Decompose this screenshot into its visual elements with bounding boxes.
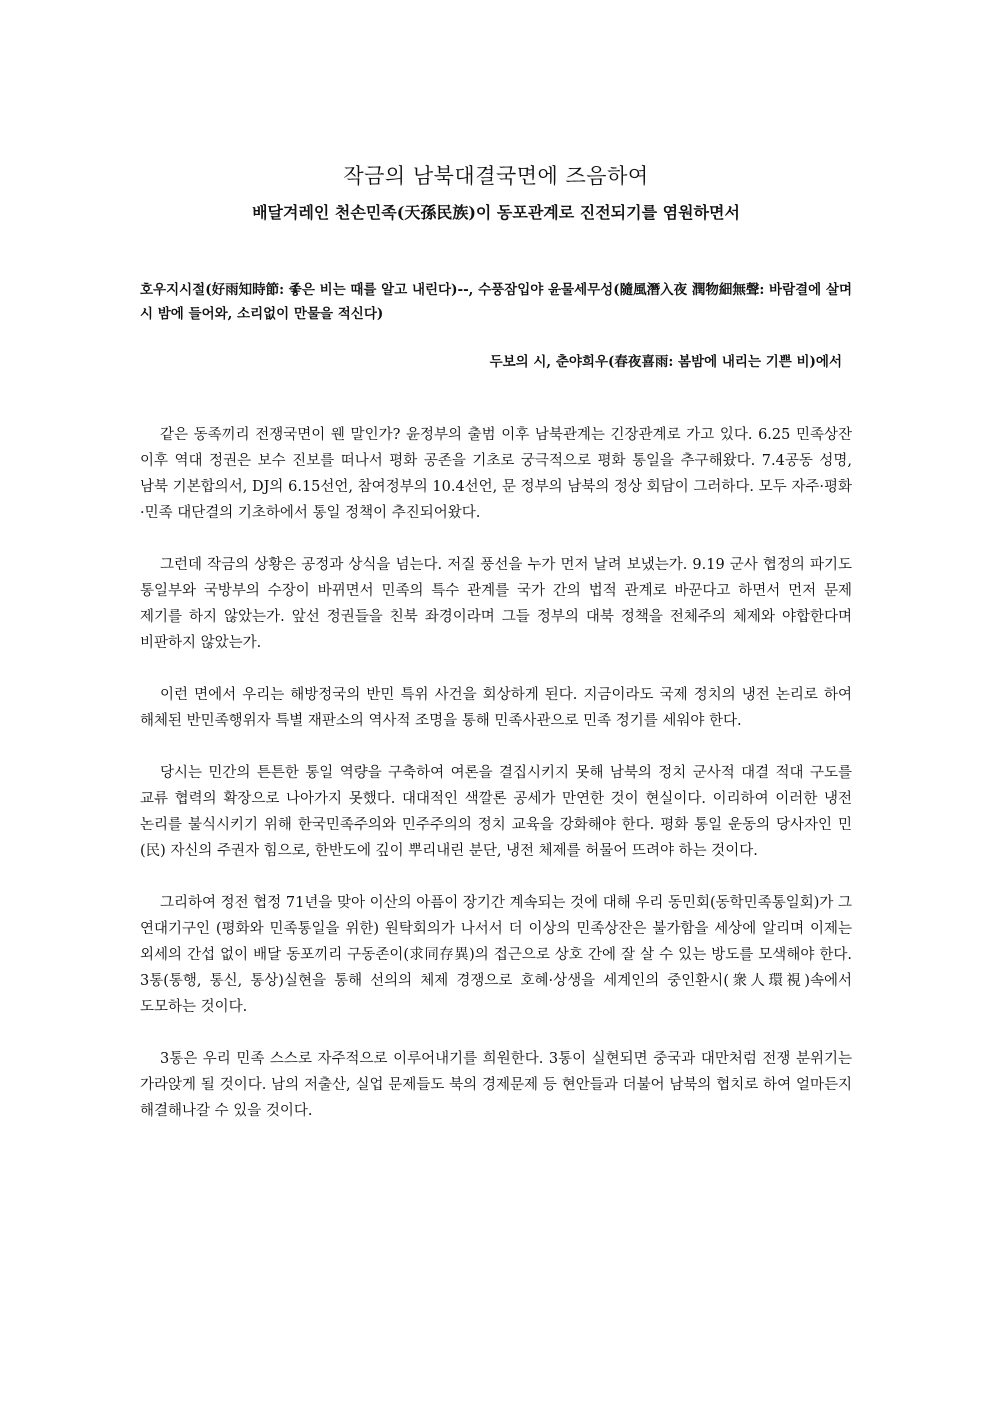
page-subtitle: 배달겨레인 천손민족(天孫民族)이 동포관계로 진전되기를 염원하면서 — [252, 203, 740, 222]
page-title: 작금의 남북대결국면에 즈음하여 — [343, 164, 649, 188]
epigraph-quote: 호우지시절(好雨知時節: 좋은 비는 때를 알고 내린다)--, 수풍잠입야 윤물세무성(隨風潛入夜 潤物細無聲: 바람결에 살며시 밤에 들어와, 소리없이 만물을 적신다) — [140, 282, 852, 322]
paragraph-6: 3통은 우리 민족 스스로 자주적으로 이루어내기를 희원한다. 3통이 실현되면 중국과 대만처럼 전쟁 분위기는 가라앉게 될 것이다. 남의 저출산, 실업 문제들도 북의 경제문제 등 현안들과 더불어 남북의 협치로 하여 얼마든지 해결해나갈 수 있을 것이다. — [140, 1051, 852, 1119]
paragraph-3: 이런 면에서 우리는 해방정국의 반민 특위 사건을 회상하게 된다. 지금이라도 국제 정치의 냉전 논리로 하여 해체된 반민족행위자 특별 재판소의 역사적 조명을 통해 민족사관으로 민족 정기를 세워야 한다. — [140, 687, 852, 729]
paragraph-2: 그런데 작금의 상황은 공정과 상식을 넘는다. 저질 풍선을 누가 먼저 날려 보냈는가. 9.19 군사 협정의 파기도 통일부와 국방부의 수장이 바뀌면서 민족의 특수 관계를 국가 간의 법적 관계로 바꾼다고 하면서 먼저 문제 제기를 하지 않았는가. 앞선 정권들을 친북 좌경이라며 그들 정부의 대북 정책을 전체주의 체제와 야합한다며 비판하지 않았는가. — [140, 557, 852, 651]
paragraph-1: 같은 동족끼리 전쟁국면이 웬 말인가? 윤정부의 출범 이후 남북관계는 긴장관계로 가고 있다. 6.25 민족상잔 이후 역대 정권은 보수 진보를 떠나서 평화 공존을 기초로 궁극적으로 평화 통일을 추구해왔다. 7.4공동 성명, 남북 기본합의서, DJ의 6.15선언, 참여정부의 10.4선언, 문 정부의 남북의 정상 회담이 그러하다. 모두 자주·평화·민족 대단결의 기초하에서 통일 정책이 추진되어왔다. — [140, 427, 852, 521]
paragraph-5: 그리하여 정전 협정 71년을 맞아 이산의 아픔이 장기간 계속되는 것에 대해 우리 동민회(동학민족통일회)가 그 연대기구인 (평화와 민족통일을 위한) 원탁회의가 나서서 더 이상의 민족상잔은 불가함을 세상에 알리며 이제는 외세의 간섭 없이 배달 동포끼리 구동존이(求同存異)의 접근으로 상호 간에 잘 살 수 있는 방도를 모색해야 한다. 3통(통행, 통신, 통상)실현을 통해 선의의 체제 경쟁으로 호혜·상생을 세계인의 중인환시(衆人環視)속에서 도모하는 것이다. — [140, 895, 852, 1015]
body-text — [140, 422, 852, 1150]
epigraph-source: 두보의 시, 춘야희우(春夜喜雨: 봄밤에 내리는 기쁜 비)에서 — [489, 354, 842, 370]
paragraph-4: 당시는 민간의 튼튼한 통일 역량을 구축하여 여론을 결집시키지 못해 남북의 정치 군사적 대결 적대 구도를 교류 협력의 확장으로 나아가지 못했다. 대대적인 색깔론 공세가 만연한 것이 현실이다. 이리하여 이러한 냉전 논리를 불식시키기 위해 한국민족주의와 민주주의의 정치 교육을 강화해야 한다. 평화 통일 운동의 당사자인 민(民) 자신의 주권자 힘으로, 한반도에 깊이 뿌리내린 분단, 냉전 체제를 허물어 뜨려야 하는 것이다. — [140, 765, 852, 859]
